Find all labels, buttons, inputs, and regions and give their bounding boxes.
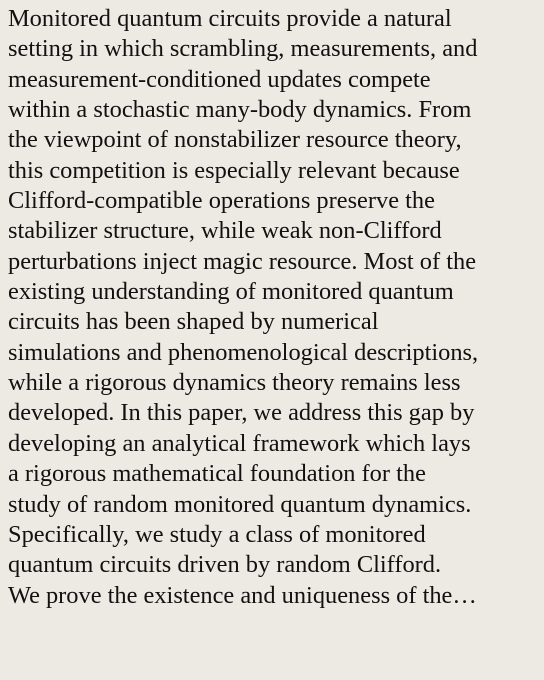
text-line: the viewpoint of nonstabilizer resource theory, xyxy=(8,126,462,154)
text-line: study of random monitored quantum dynamics. xyxy=(8,490,472,518)
text-line: Clifford-compatible operations preserve the xyxy=(8,187,435,215)
text-line: setting in which scrambling, measurements, and xyxy=(8,35,478,63)
text-line: perturbations inject magic resource. Most of the xyxy=(8,247,477,275)
text-line: this competition is especially relevant because xyxy=(8,156,460,184)
text-line: while a rigorous dynamics theory remains less xyxy=(8,369,461,397)
text-line: developing an analytical framework which lays xyxy=(8,429,471,457)
text-line: quantum circuits driven by random Clifford. xyxy=(8,551,442,579)
text-line: within a stochastic many-body dynamics. From xyxy=(8,96,472,124)
text-line: Specifically, we study a class of monitored xyxy=(8,520,426,548)
text-line: existing understanding of monitored quantum xyxy=(8,278,454,306)
text-line: measurement-conditioned updates compete xyxy=(8,65,431,93)
text-line: Monitored quantum circuits provide a natural xyxy=(8,5,452,32)
text-line: We prove the existence and uniqueness of the… xyxy=(8,581,477,609)
text-line: stabilizer structure, while weak non-Clifford xyxy=(8,217,442,245)
text-line: circuits has been shaped by numerical xyxy=(8,308,379,336)
text-line: developed. In this paper, we address this gap by xyxy=(8,399,475,427)
text-line: simulations and phenomenological descriptions, xyxy=(8,338,479,366)
text-line: a rigorous mathematical foundation for the xyxy=(8,460,426,488)
abstract-text xyxy=(8,4,540,611)
